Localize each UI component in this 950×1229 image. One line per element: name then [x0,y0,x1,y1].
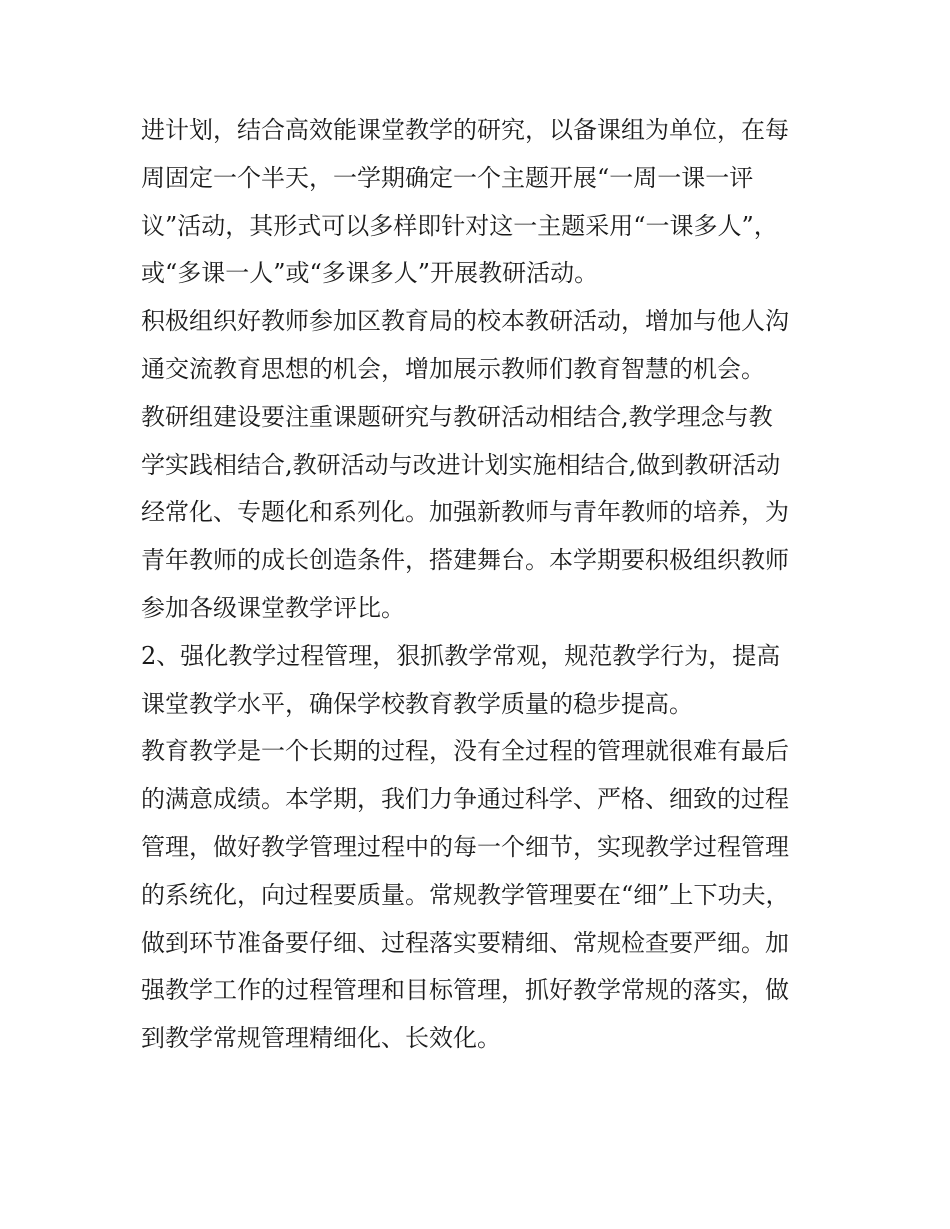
body-text [141,107,821,1063]
text-line: 到教学常规管理精细化、长效化。 [141,1024,501,1053]
text-line: 做到环节准备要仔细、过程落实要精细、常规检查要严细。加 [141,928,789,957]
text-line: 积极组织好教师参加区教育局的校本教研活动，增加与他人沟 [141,307,789,336]
text-line: 青年教师的成长创造条件，搭建舞台。本学期要积极组织教师 [141,546,789,575]
text-line: 学实践相结合,教研活动与改进计划实施相结合,做到教研活动 [141,450,781,479]
text-line: 的满意成绩。本学期，我们力争通过科学、严格、细致的过程 [141,785,789,814]
text-line: 经常化、专题化和系列化。加强新教师与青年教师的培养，为 [141,498,789,527]
text-line: 教研组建设要注重课题研究与教研活动相结合,教学理念与教 [141,402,773,431]
section-heading-line: 课堂教学水平，确保学校教育教学质量的稳步提高。 [141,689,693,718]
text-line: 的系统化，向过程要质量。常规教学管理要在“细”上下功夫， [141,880,790,909]
section-heading-line: 2、强化教学过程管理，狠抓教学常观，规范教学行为，提高 [141,641,781,670]
text-line: 周固定一个半天，一学期确定一个主题开展“一周一课一评 [141,163,754,192]
text-line: 议”活动，其形式可以多样即针对这一主题采用“一课多人”， [141,211,778,240]
text-line: 强教学工作的过程管理和目标管理，抓好教学常规的落实，做 [141,976,789,1005]
text-line: 进计划，结合高效能课堂教学的研究，以备课组为单位，在每 [141,116,789,144]
text-line: 或“多课一人”或“多课多人”开展教研活动。 [141,259,599,288]
text-line: 管理，做好教学管理过程中的每一个细节，实现教学过程管理 [141,832,789,861]
text-line: 通交流教育思想的机会，增加展示教师们教育智慧的机会。 [141,354,765,383]
text-line: 参加各级课堂教学评比。 [141,593,405,622]
text-line: 教育教学是一个长期的过程，没有全过程的管理就很难有最后 [141,737,789,766]
